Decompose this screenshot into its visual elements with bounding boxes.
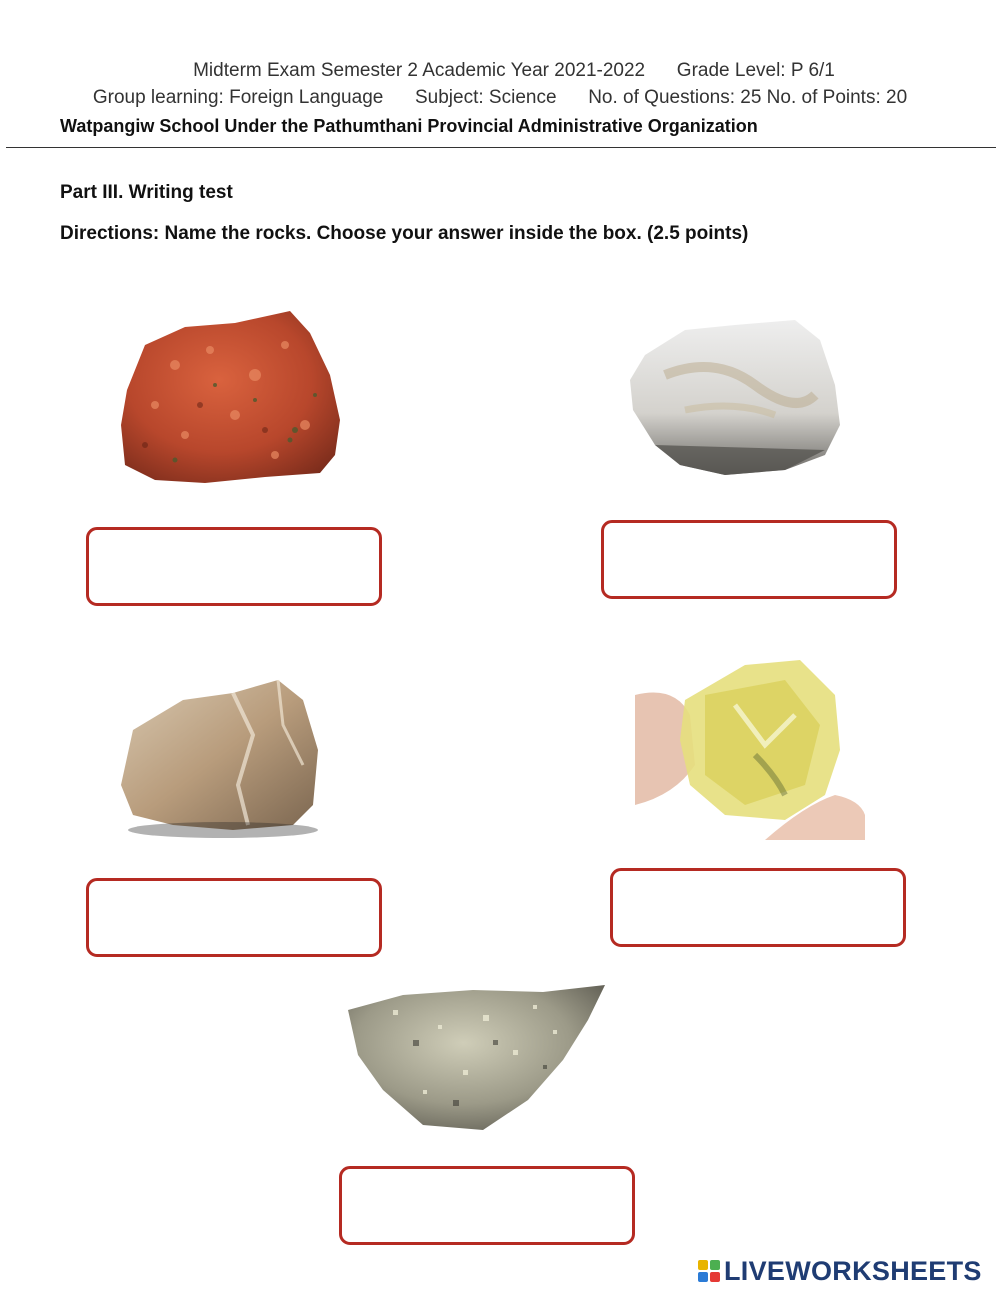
white-marble-rock-image: [625, 315, 845, 480]
liveworksheets-logo: [698, 1254, 982, 1288]
brand-name: LIVEWORKSHEETS: [724, 1255, 982, 1286]
pyrite-mineral-image: [343, 980, 608, 1140]
liveworksheets-logo-icon: [698, 1260, 720, 1282]
answer-box-4[interactable]: [610, 868, 906, 947]
school-name: Watpangiw School Under the Pathumthani Provincial Administrative Organization: [60, 116, 758, 136]
answer-box-3[interactable]: [86, 878, 382, 957]
quartzite-rock-image: [113, 675, 323, 840]
exam-info-line: Group learning: Foreign Language Subject: Science No. of Questions: 25 No. of Points: 20: [92, 87, 908, 108]
answer-box-1[interactable]: [86, 527, 382, 606]
answer-box-2[interactable]: [601, 520, 897, 599]
answer-box-5[interactable]: [339, 1166, 635, 1245]
header-divider: [6, 147, 996, 148]
part-title: Part III. Writing test: [60, 182, 233, 203]
directions: Directions: Name the rocks. Choose your answer inside the box. (2.5 points): [60, 223, 749, 244]
exam-title-line: Midterm Exam Semester 2 Academic Year 2021-2022 Grade Level: P 6/1: [193, 60, 835, 81]
red-granite-rock-image: [115, 305, 345, 490]
yellow-crystal-mineral-image: [635, 655, 865, 840]
